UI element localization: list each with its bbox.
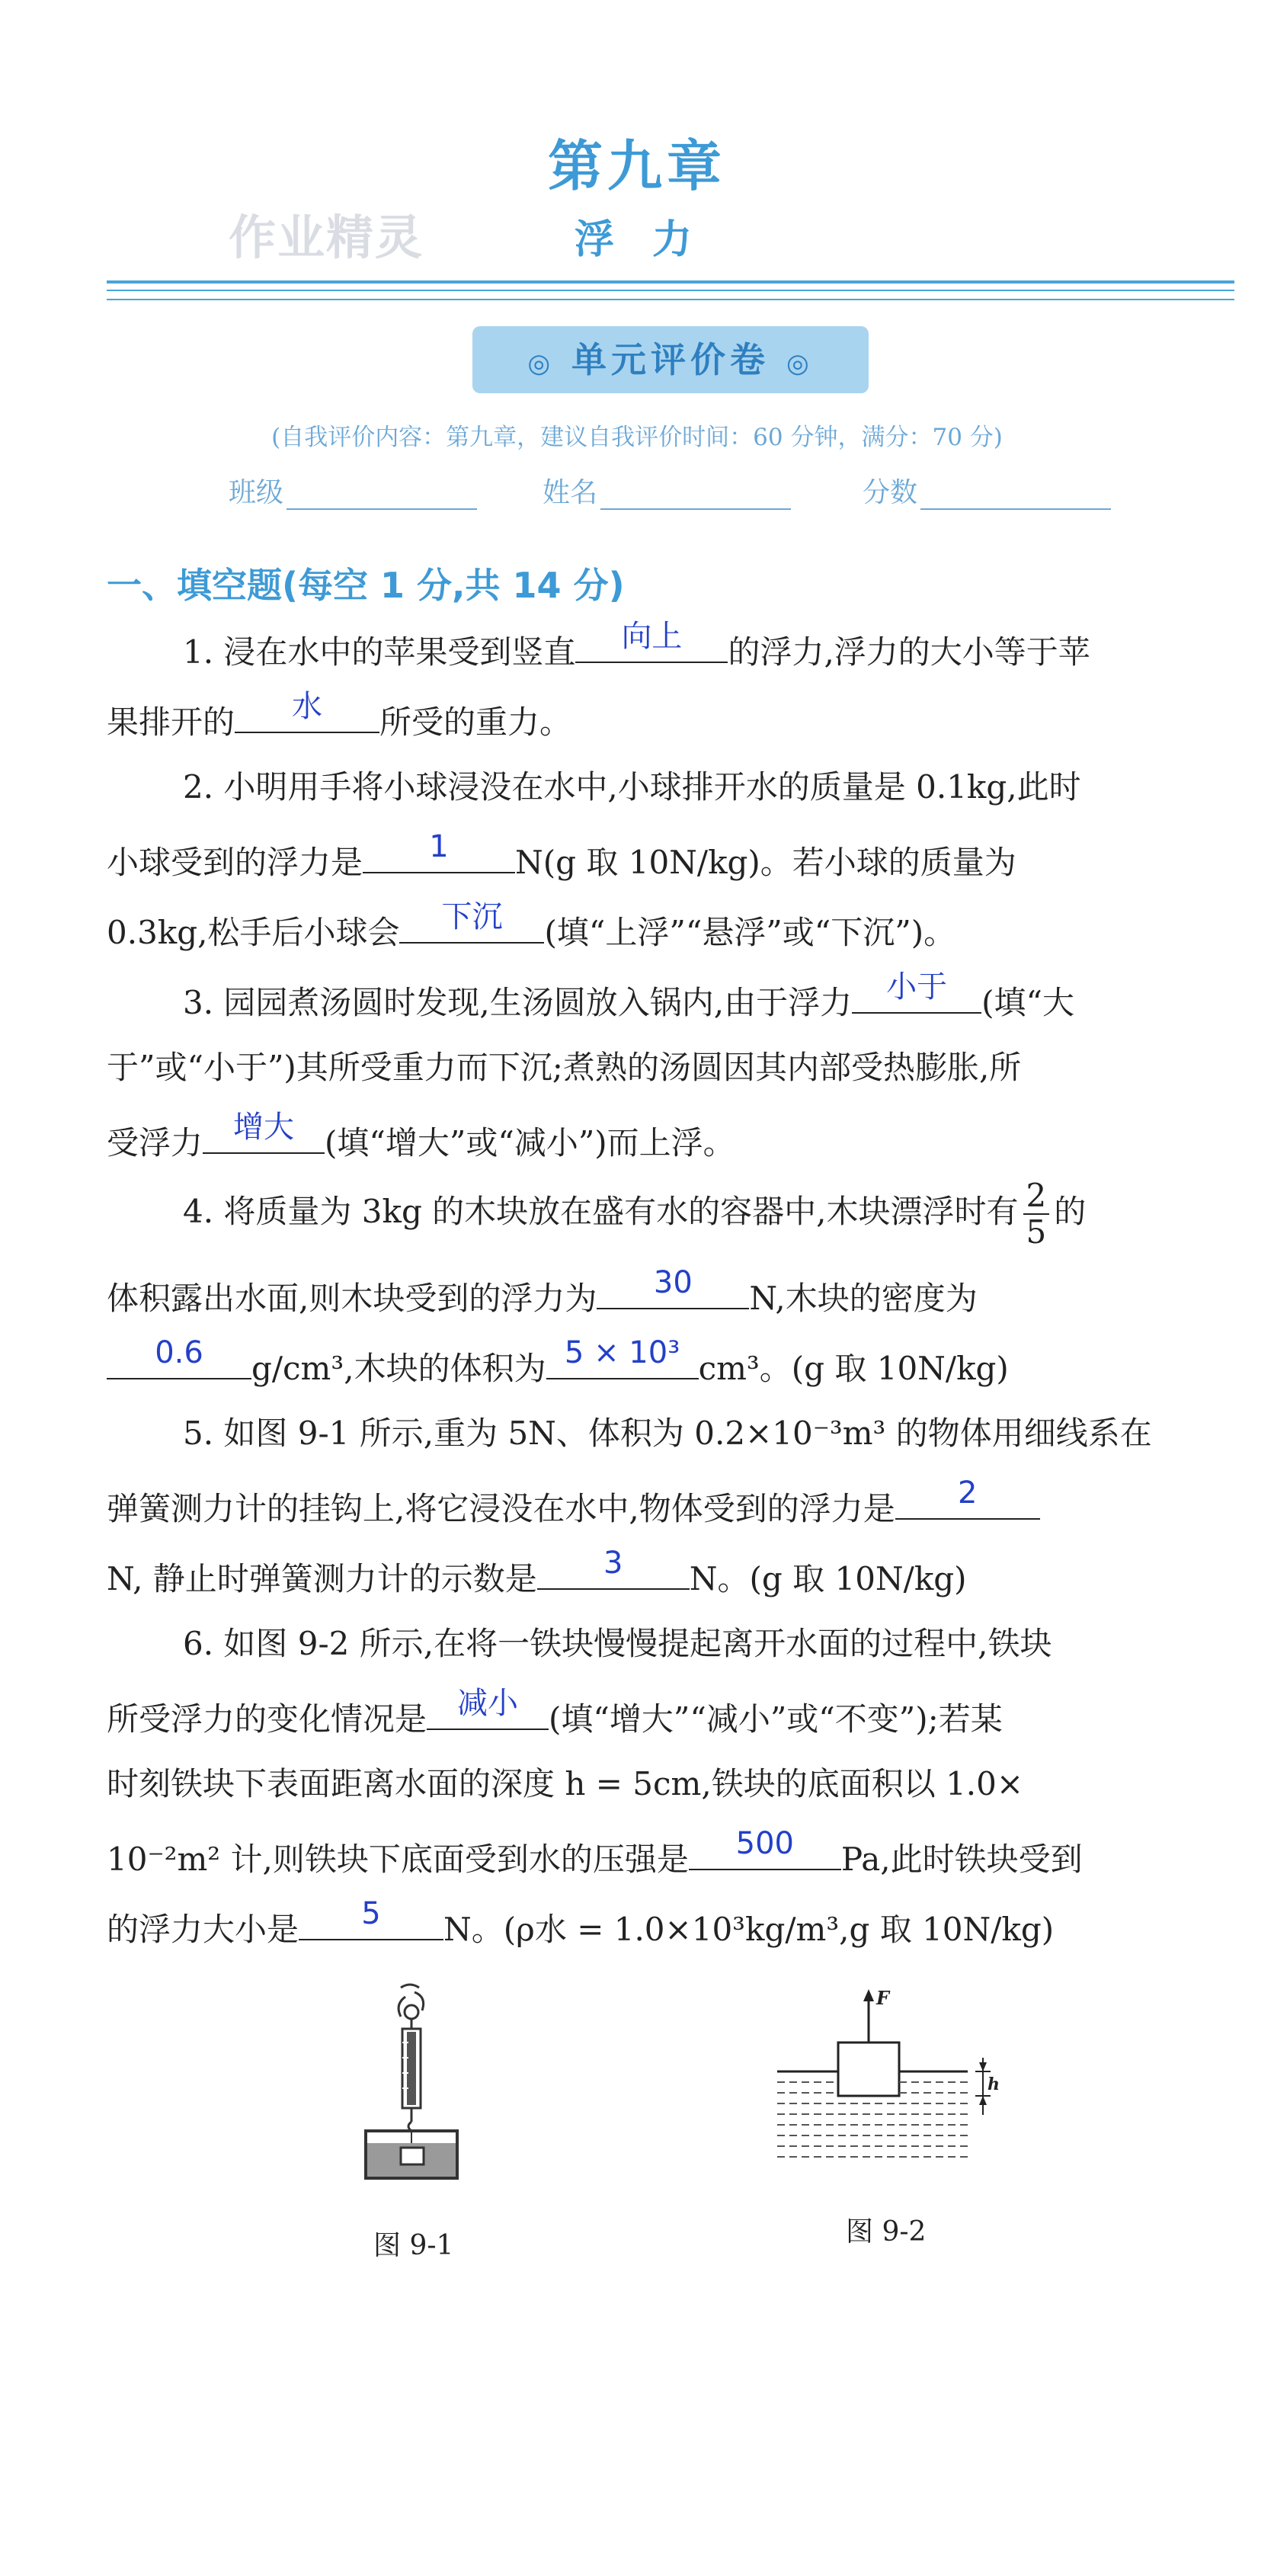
answer-blank[interactable]: 减小 [427, 1695, 549, 1730]
answer-blank[interactable]: 30 [597, 1274, 749, 1309]
question-6-line-4: 10⁻²m² 计,则铁块下底面受到水的压强是 500 Pa,此时铁块受到 [107, 1826, 1083, 1878]
answer-blank[interactable]: 下沉 [399, 908, 544, 944]
name-field [543, 471, 791, 510]
question-5-line-2: 弹簧测力计的挂钩上,将它浸没在水中,物体受到的浮力是 2 [107, 1485, 1250, 1528]
fraction: $\frac{2}{5}$ [1023, 1178, 1050, 1250]
class-blank[interactable] [286, 482, 477, 510]
question-6-line-3: 时刻铁块下表面距离水面的深度 h = 5cm,铁块的底面积以 1.0× [107, 1765, 1024, 1802]
name-label: 姓名 [543, 477, 598, 508]
banner-title: 单元评价卷 [571, 339, 770, 380]
score-label: 分数 [863, 477, 918, 508]
answer-blank[interactable]: 小于 [852, 979, 981, 1014]
score-blank[interactable] [920, 482, 1111, 510]
question-3-line-1: 3. 园园煮汤圆时发现,生汤圆放入锅内,由于浮力 小于 (填“大 [183, 969, 1074, 1021]
answer-blank[interactable]: 0.6 [107, 1344, 251, 1379]
question-5-line-3: N, 静止时弹簧测力计的示数是 3 N。(g 取 10N/kg) [107, 1546, 967, 1597]
class-field [229, 471, 477, 510]
watermark: 作业精灵 [229, 210, 424, 265]
figure-9-2-iron-block [762, 1982, 1021, 2172]
answer-blank[interactable]: 2 [895, 1485, 1040, 1520]
evaluation-info: (自我评价内容：第九章，建议自我评价时间：60 分钟，满分：70 分) [271, 424, 1003, 451]
ornament-icon: ◎ [527, 348, 555, 379]
answer-blank[interactable]: 增大 [203, 1119, 325, 1154]
section-heading: 一、填空题(每空 1 分,共 14 分) [107, 565, 625, 606]
question-2-line-1: 2. 小明用手将小球浸没在水中,小球排开水的质量是 0.1kg,此时 [183, 768, 1081, 806]
chapter-subtitle: 浮力 [574, 217, 730, 263]
question-4-line-3: 0.6 g/cm³,木块的体积为 5 × 10³ cm³。(g 取 10N/kg) [107, 1344, 1250, 1388]
header-rule [107, 290, 1234, 291]
question-4-line-1: 4. 将质量为 3kg 的木块放在盛有水的容器中,木块漂浮时有 $\frac{2}{5}$ 的 [183, 1177, 1087, 1251]
class-label: 班级 [229, 477, 284, 508]
depth-label: h [988, 2075, 1000, 2094]
ornament-icon: ◎ [786, 348, 814, 379]
question-2-line-3: 0.3kg,松手后小球会 下沉 (填“上浮”“悬浮”或“下沉”)。 [107, 899, 956, 951]
force-label: F [876, 1987, 890, 2009]
header-rule [107, 280, 1234, 284]
figure-9-1-spring-scale [343, 1982, 511, 2180]
answer-blank[interactable]: 向上 [575, 628, 728, 663]
question-5-line-1: 5. 如图 9-1 所示,重为 5N、体积为 0.2×10⁻³m³ 的物体用细线系在 [183, 1415, 1152, 1452]
header-rule [107, 299, 1234, 300]
name-blank[interactable] [600, 482, 791, 510]
answer-blank[interactable]: 1 [363, 838, 515, 873]
figure-9-2-caption: 图 9-2 [846, 2216, 927, 2248]
question-6-line-2: 所受浮力的变化情况是 减小 (填“增大”“减小”或“不变”);若某 [107, 1686, 1003, 1738]
chapter-title: 第九章 [547, 134, 726, 198]
question-3-line-3: 受浮力 增大 (填“增大”或“减小”)而上浮。 [107, 1110, 735, 1161]
figure-9-1-caption: 图 9-1 [373, 2230, 454, 2261]
answer-blank[interactable]: 5 × 10³ [546, 1344, 699, 1379]
answer-blank[interactable]: 500 [689, 1835, 841, 1870]
question-3-line-2: 于”或“小于”)其所受重力而下沉;煮熟的汤圆因其内部受热膨胀,所 [107, 1049, 1022, 1086]
question-4-line-2: 体积露出水面,则木块受到的浮力为 30 N,木块的密度为 [107, 1265, 978, 1317]
question-6-line-5: 的浮力大小是 5 N。(ρ水 = 1.0×10³kg/m³,g 取 10N/kg) [107, 1896, 1055, 1948]
question-1-line-2: 果排开的 水 所受的重力。 [107, 689, 572, 741]
answer-blank[interactable]: 5 [299, 1905, 443, 1940]
answer-blank[interactable]: 3 [537, 1555, 690, 1590]
question-1-line-1: 1. 浸在水中的苹果受到竖直 向上 的浮力,浮力的大小等于苹 [183, 619, 1090, 671]
answer-blank[interactable]: 水 [235, 698, 379, 733]
score-field [863, 471, 1111, 510]
unit-test-banner [472, 326, 869, 393]
question-2-line-2: 小球受到的浮力是 1 N(g 取 10N/kg)。若小球的质量为 [107, 829, 1016, 881]
question-6-line-1: 6. 如图 9-2 所示,在将一铁块慢慢提起离开水面的过程中,铁块 [183, 1625, 1052, 1662]
